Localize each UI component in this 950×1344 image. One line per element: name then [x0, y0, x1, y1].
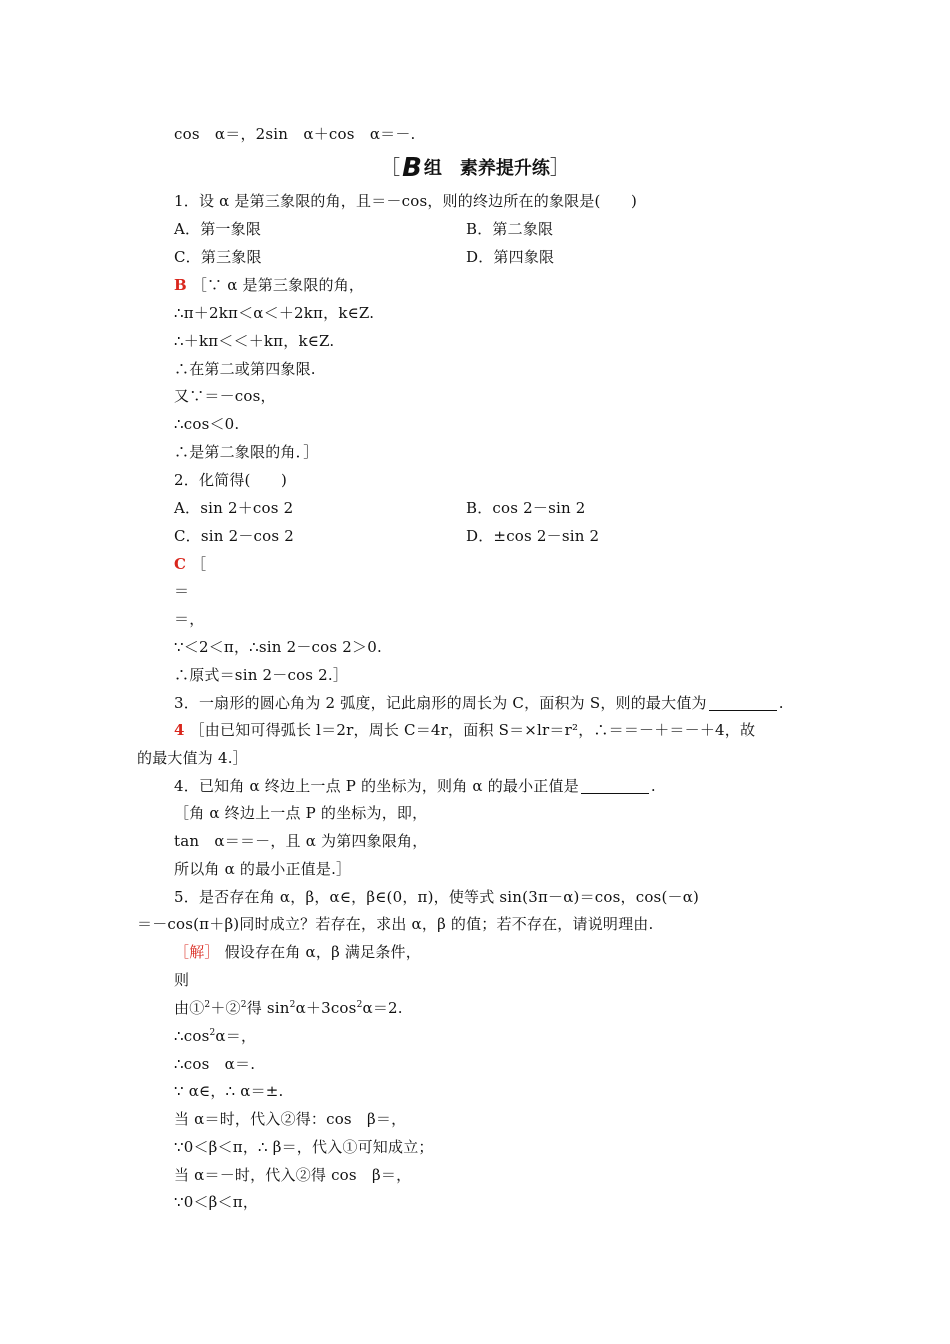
q5-step: ∵ α∈，∴ α＝±. — [174, 1082, 284, 1100]
q4-stem-end: . — [650, 777, 656, 795]
q4-stem: 4．已知角 α 终边上一点 P 的坐标为，则角 α 的最小正值是 — [174, 777, 579, 795]
q5-step: 当 α＝－时，代入②得 cos β＝， — [174, 1166, 412, 1184]
banner-group-letter: B — [402, 153, 422, 183]
q2-option-c: C．sin 2－cos 2 — [174, 527, 294, 545]
q5-step: ∵0＜β＜π，∴ β＝，代入①可知成立； — [174, 1138, 434, 1156]
q5-step: ∵0＜β＜π， — [174, 1193, 259, 1211]
q5-step-part: ＋② — [210, 999, 241, 1017]
q3-answer-blank — [709, 696, 777, 711]
q1-step: 又∵＝－cos， — [174, 387, 276, 405]
q1-option-b: B．第二象限 — [466, 220, 554, 238]
q5-step: ∴cos α＝. — [174, 1055, 256, 1073]
q1-answer: B — [174, 276, 187, 294]
q5-step-part: α＝， — [215, 1027, 257, 1045]
q5-step-part: 由① — [174, 999, 205, 1017]
banner-title: 组 素养提升练 — [423, 158, 550, 179]
q5-stem: 5．是否存在角 α，β，α∈，β∈(0，π)，使等式 sin(3π－α)＝cos，cos(－α) — [174, 888, 700, 906]
superscript: 2 — [356, 1000, 363, 1010]
banner-left-bracket: ［ — [380, 155, 401, 179]
superscript: 2 — [240, 1000, 247, 1010]
q1-step: ∴cos＜0. — [174, 415, 240, 433]
q4-answer-blank — [581, 779, 649, 794]
q5-solution-text: 假设存在角 α，β 满足条件， — [224, 943, 421, 961]
q5-step: 则 — [174, 971, 190, 989]
q5-step-part: ∴cos — [174, 1027, 210, 1045]
superscript: 2 — [289, 1000, 296, 1010]
q5-solution-line — [174, 942, 421, 962]
q5-step: 当 α＝时，代入②得：cos β＝， — [174, 1110, 407, 1128]
q1-solution-text: ［∵ α 是第三象限的角， — [191, 276, 365, 294]
q1-step: ∴在第二或第四象限. — [174, 360, 316, 378]
q5-step — [174, 998, 403, 1018]
q3-solution-line — [174, 720, 755, 740]
q3-stem-end: . — [778, 694, 784, 712]
q3-solution-cont: 的最大值为 4.］ — [137, 749, 248, 767]
q1-step: ∴＋kπ＜＜＋kπ，k∈Z. — [174, 332, 335, 350]
q2-solution-line — [174, 554, 206, 574]
q1-option-c: C．第三象限 — [174, 248, 262, 266]
q2-option-a: A．sin 2＋cos 2 — [174, 499, 294, 517]
q4-step: tan α＝＝－，且 α 为第四象限角， — [174, 832, 428, 850]
banner-right-bracket: ］ — [549, 155, 570, 179]
q3-solution-text: ［由已知可得弧长 l＝2r，周长 C＝4r，面积 S＝×lr＝r²，∴＝＝－＋＝－＋4，故 — [189, 721, 756, 739]
q1-option-a: A．第一象限 — [174, 220, 262, 238]
q5-step — [174, 1026, 256, 1046]
q3-stem: 3．一扇形的圆心角为 2 弧度，记此扇形的周长为 C，面积为 S，则的最大值为 — [174, 694, 707, 712]
q2-step: ∵＜2＜π，∴sin 2－cos 2＞0. — [174, 638, 382, 656]
superscript: 2 — [204, 1000, 211, 1010]
q1-stem: 1．设 α 是第三象限的角，且＝－cos，则的终边所在的象限是( ) — [174, 192, 638, 210]
q5-jie-label: ［解］ — [174, 943, 220, 961]
q5-step-part: α＝2. — [362, 999, 403, 1017]
q4-stem-line — [174, 776, 656, 796]
superscript: 2 — [209, 1028, 216, 1038]
q2-solution-text: ［ — [191, 555, 207, 573]
q5-stem-cont: ＝－cos(π＋β)同时成立？若存在，求出 α，β 的值；若不存在，请说明理由. — [137, 915, 654, 933]
q2-option-b: B．cos 2－sin 2 — [466, 499, 586, 517]
section-banner — [0, 154, 950, 182]
q1-option-d: D．第四象限 — [466, 248, 555, 266]
q2-option-d: D．±cos 2－sin 2 — [466, 527, 600, 545]
q1-step: ∴π＋2kπ＜α＜＋2kπ，k∈Z. — [174, 304, 375, 322]
q4-step: ［角 α 终边上一点 P 的坐标为，即， — [174, 804, 428, 822]
q2-step: ＝ — [174, 582, 190, 600]
q2-stem: 2．化简得( ) — [174, 471, 288, 489]
q1-step: ∴是第二象限的角．］ — [174, 443, 319, 461]
q1-solution-line — [174, 275, 364, 295]
q4-step: 所以角 α 的最小正值是.］ — [174, 860, 352, 878]
q2-step: ∴原式＝sin 2－cos 2.］ — [174, 666, 349, 684]
q3-answer: 4 — [174, 721, 185, 739]
q2-step: ＝， — [174, 610, 205, 628]
q5-step-part: 得 sin — [246, 999, 290, 1017]
q5-step-part: α＋3cos — [295, 999, 357, 1017]
q2-answer: C — [174, 555, 187, 573]
intro-line: cos α＝，2sin α＋cos α＝－. — [174, 125, 416, 143]
q3-stem-line — [174, 693, 784, 713]
